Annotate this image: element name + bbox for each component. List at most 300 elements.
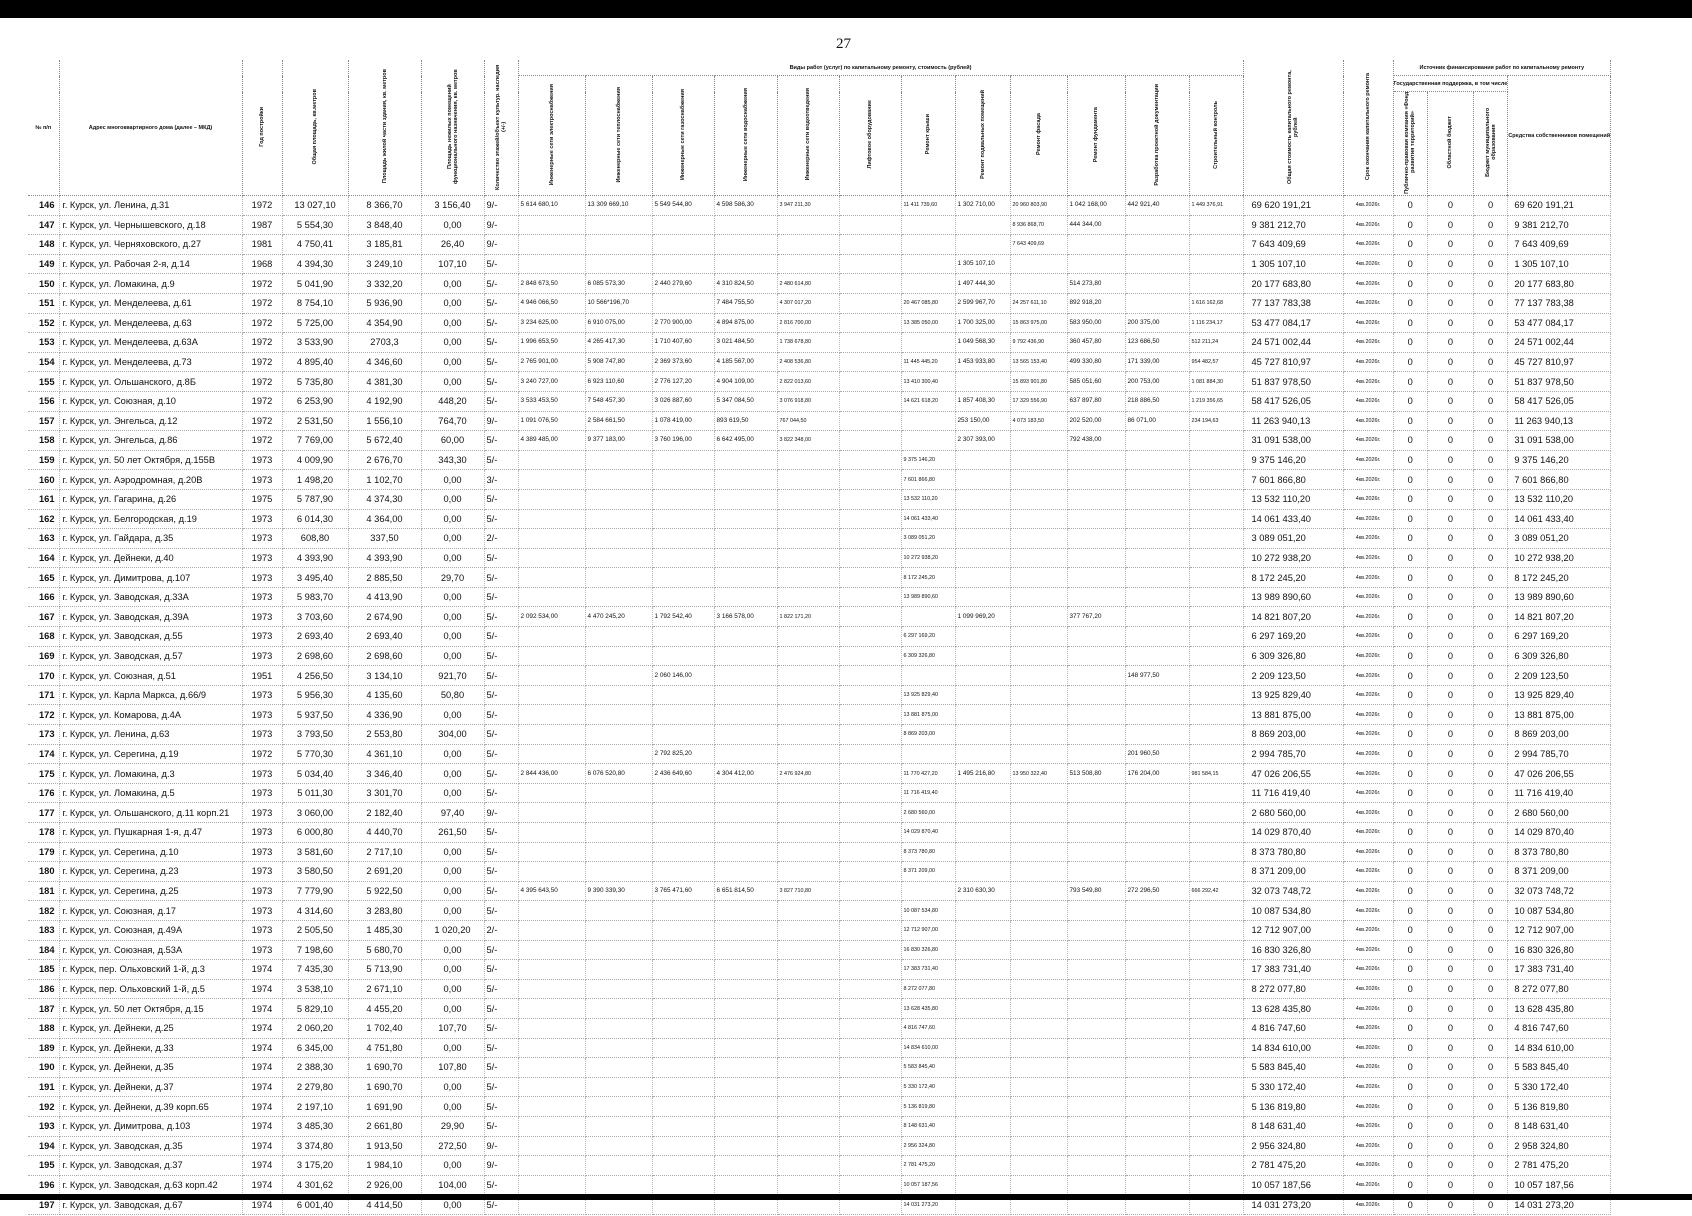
row-heat	[585, 979, 652, 999]
row-lift	[839, 940, 901, 960]
row-design	[1125, 529, 1189, 549]
row-heat	[585, 646, 652, 666]
row-year: 1973	[242, 548, 282, 568]
row-sewer	[777, 862, 839, 882]
row-control	[1189, 607, 1243, 627]
row-foundation	[1067, 489, 1125, 509]
row-number: 172	[28, 705, 59, 725]
row-design	[1125, 842, 1189, 862]
row-regional: 0	[1427, 1195, 1473, 1215]
row-roof: 20 467 085,80	[901, 293, 955, 313]
row-design	[1125, 450, 1189, 470]
row-owners-funds: 7 643 409,69	[1508, 235, 1611, 255]
row-foundation	[1067, 705, 1125, 725]
row-foundation	[1067, 901, 1125, 921]
row-fund: 0	[1393, 646, 1427, 666]
row-lift	[839, 1136, 901, 1156]
row-foundation	[1067, 823, 1125, 843]
row-address: г. Курск, ул. Серегина, д.10	[59, 842, 242, 862]
col-regional-budget: Областной бюджет	[1427, 92, 1473, 196]
row-foundation	[1067, 587, 1125, 607]
row-electric: 3 234 625,00	[518, 313, 585, 333]
row-deadline: 4кв.2026г.	[1343, 215, 1393, 235]
col-total-area: Общая площадь, кв.метров	[282, 60, 348, 196]
row-nonliving-area: 272,50	[421, 1136, 484, 1156]
row-lift	[839, 391, 901, 411]
row-design: 86 071,00	[1125, 411, 1189, 431]
row-deadline: 4кв.2026г.	[1343, 568, 1393, 588]
row-sewer: 2 476 924,80	[777, 764, 839, 784]
row-living-area: 2 698,60	[348, 646, 421, 666]
row-total-cost: 14 821 807,20	[1243, 607, 1343, 627]
row-facade	[1010, 587, 1067, 607]
row-floors: 5/-	[484, 1077, 518, 1097]
row-year: 1974	[242, 1116, 282, 1136]
row-fund: 0	[1393, 372, 1427, 392]
row-municipal: 0	[1473, 901, 1507, 921]
row-facade	[1010, 862, 1067, 882]
row-living-area: 2 693,40	[348, 627, 421, 647]
row-total-cost: 5 136 819,80	[1243, 1097, 1343, 1117]
row-number: 157	[28, 411, 59, 431]
row-design	[1125, 254, 1189, 274]
row-facade	[1010, 627, 1067, 647]
row-total-area: 7 435,30	[282, 960, 348, 980]
row-nonliving-area: 0,00	[421, 587, 484, 607]
row-deadline: 4кв.2026г.	[1343, 293, 1393, 313]
col-total-cost: Общая стоимость капитального ремонта, рублей	[1243, 60, 1343, 196]
row-address: г. Курск, ул. Гайдара, д.35	[59, 529, 242, 549]
row-fund: 0	[1393, 1156, 1427, 1176]
row-lift	[839, 1038, 901, 1058]
row-control	[1189, 744, 1243, 764]
row-basement	[955, 920, 1010, 940]
row-total-area: 6 253,90	[282, 391, 348, 411]
row-water	[714, 1116, 777, 1136]
row-basement	[955, 372, 1010, 392]
table-row	[28, 352, 1611, 372]
row-water: 6 651 814,50	[714, 881, 777, 901]
row-control	[1189, 1097, 1243, 1117]
row-floors: 5/-	[484, 293, 518, 313]
row-total-cost: 7 601 866,80	[1243, 470, 1343, 490]
row-address: г. Курск, ул. Дейнеки, д.39 корп.65	[59, 1097, 242, 1117]
row-nonliving-area: 50,80	[421, 685, 484, 705]
row-control	[1189, 235, 1243, 255]
row-water	[714, 666, 777, 686]
row-foundation	[1067, 1038, 1125, 1058]
row-facade: 20 960 803,90	[1010, 196, 1067, 216]
table-row	[28, 823, 1611, 843]
row-basement	[955, 960, 1010, 980]
row-nonliving-area: 0,00	[421, 372, 484, 392]
row-fund: 0	[1393, 1097, 1427, 1117]
row-owners-funds: 20 177 683,80	[1508, 274, 1611, 294]
row-address: г. Курск, ул. Димитрова, д.103	[59, 1116, 242, 1136]
row-floors: 5/-	[484, 450, 518, 470]
row-living-area: 3 283,80	[348, 901, 421, 921]
row-control	[1189, 1156, 1243, 1176]
table-row	[28, 627, 1611, 647]
row-address: г. Курск, ул. Чернышевского, д.18	[59, 215, 242, 235]
row-design	[1125, 823, 1189, 843]
row-address: г. Курск, ул. Карла Маркса, д.66/9	[59, 685, 242, 705]
row-sewer: 1 822 171,20	[777, 607, 839, 627]
row-lift	[839, 646, 901, 666]
row-owners-funds: 47 026 206,55	[1508, 764, 1611, 784]
row-owners-funds: 58 417 526,05	[1508, 391, 1611, 411]
row-fund: 0	[1393, 960, 1427, 980]
row-owners-funds: 4 816 747,60	[1508, 1018, 1611, 1038]
row-electric	[518, 646, 585, 666]
row-floors: 5/-	[484, 1097, 518, 1117]
row-foundation	[1067, 1097, 1125, 1117]
row-deadline: 4кв.2026г.	[1343, 489, 1393, 509]
row-municipal: 0	[1473, 431, 1507, 451]
row-design	[1125, 901, 1189, 921]
row-control	[1189, 529, 1243, 549]
row-total-area: 6 014,30	[282, 509, 348, 529]
row-number: 149	[28, 254, 59, 274]
row-regional: 0	[1427, 999, 1473, 1019]
row-nonliving-area: 0,00	[421, 293, 484, 313]
row-basement: 2 599 967,70	[955, 293, 1010, 313]
capital-repair-table	[28, 60, 1611, 1215]
row-electric	[518, 803, 585, 823]
row-year: 1973	[242, 705, 282, 725]
row-basement	[955, 646, 1010, 666]
row-nonliving-area: 448,20	[421, 391, 484, 411]
row-living-area: 4 414,50	[348, 1195, 421, 1215]
row-total-cost: 8 373 780,80	[1243, 842, 1343, 862]
row-roof	[901, 333, 955, 353]
row-number: 162	[28, 509, 59, 529]
row-deadline: 4кв.2026г.	[1343, 431, 1393, 451]
row-regional: 0	[1427, 744, 1473, 764]
row-facade	[1010, 1038, 1067, 1058]
row-regional: 0	[1427, 979, 1473, 999]
row-gas	[652, 979, 714, 999]
table-row	[28, 744, 1611, 764]
row-number: 165	[28, 568, 59, 588]
row-fund: 0	[1393, 920, 1427, 940]
row-lift	[839, 685, 901, 705]
row-living-area: 4 192,90	[348, 391, 421, 411]
row-regional: 0	[1427, 940, 1473, 960]
row-electric	[518, 920, 585, 940]
row-floors: 5/-	[484, 254, 518, 274]
table-row	[28, 431, 1611, 451]
table-row	[28, 274, 1611, 294]
row-total-area: 3 533,90	[282, 333, 348, 353]
col-living-area: Площадь жилой части здания, кв. метров	[348, 60, 421, 196]
row-address: г. Курск, ул. Заводская, д.39А	[59, 607, 242, 627]
row-electric: 1 996 653,50	[518, 333, 585, 353]
row-total-cost: 14 029 870,40	[1243, 823, 1343, 843]
row-address: г. Курск, ул. Серегина, д.23	[59, 862, 242, 882]
row-electric	[518, 901, 585, 921]
row-owners-funds: 17 383 731,40	[1508, 960, 1611, 980]
row-nonliving-area: 26,40	[421, 235, 484, 255]
row-total-cost: 53 477 084,17	[1243, 313, 1343, 333]
col-floors: Количество этажей/объект культур. наследия (+/-)	[484, 60, 518, 196]
row-roof: 10 272 938,20	[901, 548, 955, 568]
row-deadline: 4кв.2026г.	[1343, 725, 1393, 745]
row-floors: 9/-	[484, 215, 518, 235]
row-heat	[585, 823, 652, 843]
row-roof: 8 272 077,80	[901, 979, 955, 999]
row-water	[714, 744, 777, 764]
row-total-cost: 47 026 206,55	[1243, 764, 1343, 784]
row-gas	[652, 725, 714, 745]
row-floors: 5/-	[484, 744, 518, 764]
row-fund: 0	[1393, 1116, 1427, 1136]
row-address: г. Курск, ул. Заводская, д.63 корп.42	[59, 1175, 242, 1195]
row-foundation: 360 457,80	[1067, 333, 1125, 353]
row-living-area: 2 691,20	[348, 862, 421, 882]
row-design	[1125, 607, 1189, 627]
row-sewer	[777, 823, 839, 843]
row-design	[1125, 293, 1189, 313]
row-basement: 1 857 408,30	[955, 391, 1010, 411]
row-foundation	[1067, 842, 1125, 862]
row-design	[1125, 489, 1189, 509]
row-sewer	[777, 940, 839, 960]
row-heat: 5 908 747,80	[585, 352, 652, 372]
row-lift	[839, 725, 901, 745]
row-regional: 0	[1427, 627, 1473, 647]
row-fund: 0	[1393, 862, 1427, 882]
row-basement	[955, 470, 1010, 490]
row-nonliving-area: 0,00	[421, 705, 484, 725]
row-foundation: 202 520,00	[1067, 411, 1125, 431]
row-heat	[585, 1058, 652, 1078]
row-deadline: 4кв.2026г.	[1343, 470, 1393, 490]
scan-edge-bottom	[0, 1194, 1692, 1200]
row-foundation	[1067, 920, 1125, 940]
row-heat: 6 085 573,30	[585, 274, 652, 294]
row-basement	[955, 215, 1010, 235]
row-fund: 0	[1393, 509, 1427, 529]
row-electric	[518, 1116, 585, 1136]
table-row	[28, 960, 1611, 980]
table-row	[28, 587, 1611, 607]
table-row	[28, 489, 1611, 509]
row-deadline: 4кв.2026г.	[1343, 940, 1393, 960]
row-regional: 0	[1427, 1175, 1473, 1195]
row-foundation	[1067, 666, 1125, 686]
row-electric	[518, 627, 585, 647]
row-control	[1189, 823, 1243, 843]
row-gas	[652, 215, 714, 235]
row-electric	[518, 587, 585, 607]
row-floors: 5/-	[484, 823, 518, 843]
row-regional: 0	[1427, 803, 1473, 823]
row-design	[1125, 509, 1189, 529]
row-design	[1125, 979, 1189, 999]
row-living-area: 3 332,20	[348, 274, 421, 294]
row-heat: 4 265 417,30	[585, 333, 652, 353]
row-total-cost: 13 989 890,60	[1243, 587, 1343, 607]
row-number: 150	[28, 274, 59, 294]
row-water	[714, 940, 777, 960]
row-municipal: 0	[1473, 391, 1507, 411]
row-total-cost: 10 087 534,80	[1243, 901, 1343, 921]
row-number: 169	[28, 646, 59, 666]
row-deadline: 4кв.2026г.	[1343, 627, 1393, 647]
row-facade	[1010, 1077, 1067, 1097]
row-number: 190	[28, 1058, 59, 1078]
row-basement: 2 307 393,00	[955, 431, 1010, 451]
row-electric	[518, 705, 585, 725]
row-sewer	[777, 803, 839, 823]
row-control	[1189, 803, 1243, 823]
row-fund: 0	[1393, 548, 1427, 568]
col-facade: Ремонт фасада	[1010, 76, 1067, 196]
row-sewer	[777, 235, 839, 255]
row-facade	[1010, 685, 1067, 705]
row-total-cost: 12 712 907,00	[1243, 920, 1343, 940]
row-control	[1189, 489, 1243, 509]
row-regional: 0	[1427, 960, 1473, 980]
row-address: г. Курск, ул. Заводская, д.37	[59, 1156, 242, 1176]
row-water: 5 347 084,50	[714, 391, 777, 411]
col-lift: Лифтовое оборудование	[839, 76, 901, 196]
row-municipal: 0	[1473, 372, 1507, 392]
row-number: 168	[28, 627, 59, 647]
row-roof: 6 309 326,80	[901, 646, 955, 666]
row-water	[714, 725, 777, 745]
row-sewer	[777, 1116, 839, 1136]
row-regional: 0	[1427, 470, 1473, 490]
table-row	[28, 333, 1611, 353]
row-address: г. Курск, ул. Энгельса, д.12	[59, 411, 242, 431]
row-nonliving-area: 0,00	[421, 627, 484, 647]
row-owners-funds: 13 989 890,60	[1508, 587, 1611, 607]
row-electric	[518, 1097, 585, 1117]
row-nonliving-area: 0,00	[421, 1077, 484, 1097]
row-living-area: 4 346,60	[348, 352, 421, 372]
row-water: 4 894 875,00	[714, 313, 777, 333]
row-living-area: 4 413,90	[348, 587, 421, 607]
row-year: 1973	[242, 823, 282, 843]
row-total-cost: 13 925 829,40	[1243, 685, 1343, 705]
table-row	[28, 372, 1611, 392]
row-design: 201 960,50	[1125, 744, 1189, 764]
row-basement	[955, 705, 1010, 725]
row-foundation	[1067, 548, 1125, 568]
row-owners-funds: 5 330 172,40	[1508, 1077, 1611, 1097]
row-nonliving-area: 97,40	[421, 803, 484, 823]
row-lift	[839, 627, 901, 647]
row-floors: 2/-	[484, 920, 518, 940]
row-address: г. Курск, ул. Белгородская, д.19	[59, 509, 242, 529]
row-year: 1973	[242, 862, 282, 882]
row-fund: 0	[1393, 999, 1427, 1019]
row-number: 166	[28, 587, 59, 607]
row-total-cost: 7 643 409,69	[1243, 235, 1343, 255]
row-electric	[518, 548, 585, 568]
row-gas: 2 060 146,00	[652, 666, 714, 686]
row-lift	[839, 842, 901, 862]
row-floors: 5/-	[484, 587, 518, 607]
row-owners-funds: 2 994 785,70	[1508, 744, 1611, 764]
row-control	[1189, 920, 1243, 940]
row-basement: 1 453 933,80	[955, 352, 1010, 372]
row-roof: 13 925 829,40	[901, 685, 955, 705]
row-basement: 2 310 630,30	[955, 881, 1010, 901]
row-address: г. Курск, пер. Ольховский 1-й, д.3	[59, 960, 242, 980]
row-floors: 5/-	[484, 862, 518, 882]
row-living-area: 4 374,30	[348, 489, 421, 509]
row-heat: 6 923 110,60	[585, 372, 652, 392]
table-row	[28, 254, 1611, 274]
row-deadline: 4кв.2026г.	[1343, 450, 1393, 470]
row-floors: 5/-	[484, 352, 518, 372]
row-fund: 0	[1393, 685, 1427, 705]
table-row	[28, 803, 1611, 823]
row-total-area: 4 895,40	[282, 352, 348, 372]
row-total-area: 1 498,20	[282, 470, 348, 490]
row-municipal: 0	[1473, 744, 1507, 764]
col-address: Адрес многоквартирного дома (далее – МКД)	[59, 60, 242, 196]
row-sewer: 2 480 614,80	[777, 274, 839, 294]
row-regional: 0	[1427, 391, 1473, 411]
row-living-area: 4 361,10	[348, 744, 421, 764]
row-heat	[585, 254, 652, 274]
row-floors: 5/-	[484, 548, 518, 568]
row-facade	[1010, 1136, 1067, 1156]
row-regional: 0	[1427, 548, 1473, 568]
row-owners-funds: 10 272 938,20	[1508, 548, 1611, 568]
row-control	[1189, 627, 1243, 647]
row-design	[1125, 1077, 1189, 1097]
row-lift	[839, 313, 901, 333]
row-electric: 2 848 673,50	[518, 274, 585, 294]
row-water	[714, 685, 777, 705]
row-foundation	[1067, 646, 1125, 666]
row-year: 1968	[242, 254, 282, 274]
row-facade	[1010, 979, 1067, 999]
row-floors: 5/-	[484, 725, 518, 745]
row-nonliving-area: 0,00	[421, 901, 484, 921]
row-control	[1189, 725, 1243, 745]
row-address: г. Курск, ул. Заводская, д.55	[59, 627, 242, 647]
row-control	[1189, 509, 1243, 529]
row-deadline: 4кв.2026г.	[1343, 685, 1393, 705]
row-water	[714, 1156, 777, 1176]
row-municipal: 0	[1473, 842, 1507, 862]
row-total-area: 5 034,40	[282, 764, 348, 784]
row-floors: 5/-	[484, 1038, 518, 1058]
row-water	[714, 901, 777, 921]
row-sewer	[777, 744, 839, 764]
row-roof: 3 089 051,20	[901, 529, 955, 549]
row-lift	[839, 705, 901, 725]
table-row	[28, 607, 1611, 627]
row-regional: 0	[1427, 254, 1473, 274]
row-lift	[839, 1097, 901, 1117]
row-year: 1973	[242, 607, 282, 627]
row-year: 1974	[242, 1097, 282, 1117]
row-regional: 0	[1427, 783, 1473, 803]
row-address: г. Курск, ул. Заводская, д.57	[59, 646, 242, 666]
row-sewer	[777, 470, 839, 490]
row-year: 1973	[242, 920, 282, 940]
row-foundation	[1067, 627, 1125, 647]
row-municipal: 0	[1473, 196, 1507, 216]
row-living-area: 5 672,40	[348, 431, 421, 451]
